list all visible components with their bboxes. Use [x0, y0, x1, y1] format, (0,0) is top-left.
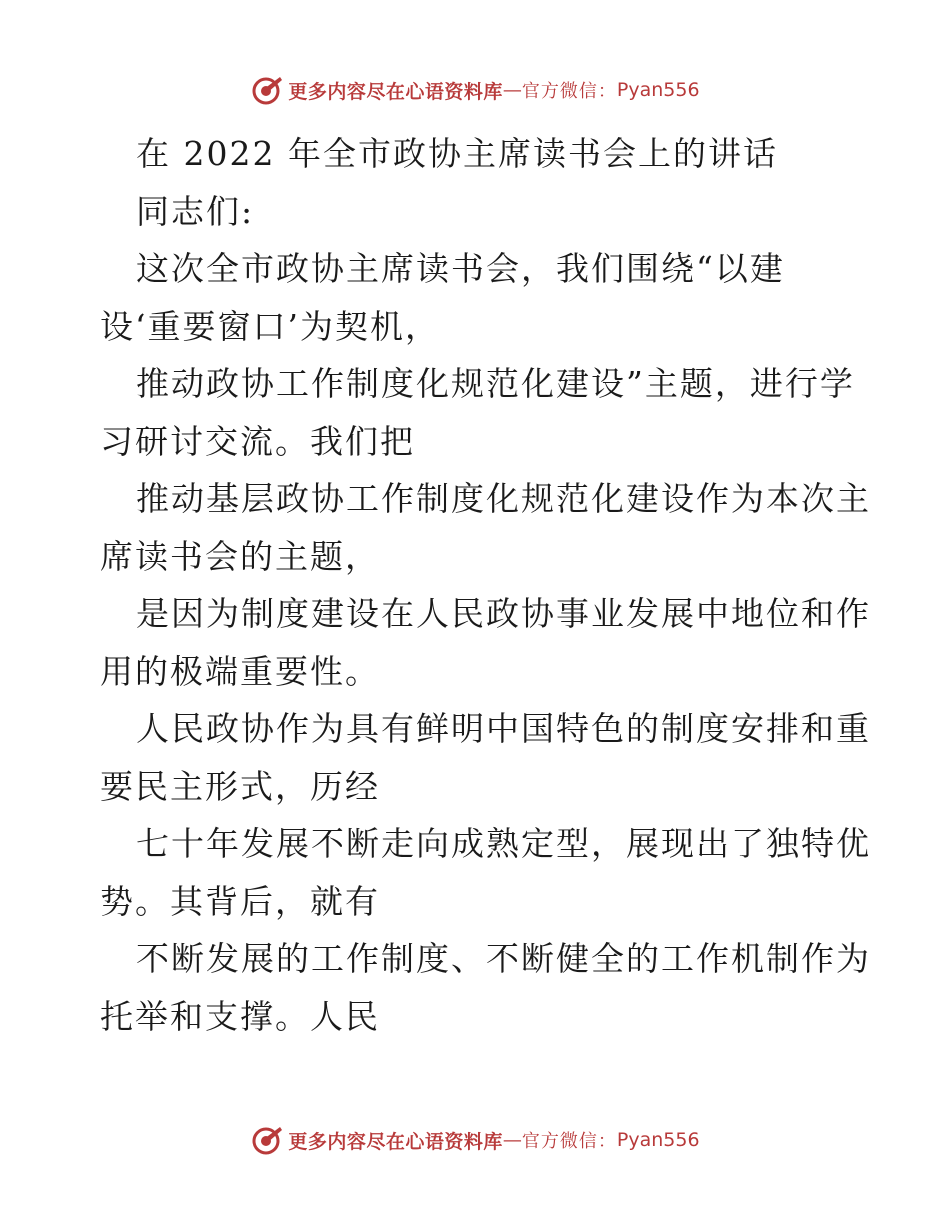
- paragraph-line: 要民主形式，历经: [100, 766, 380, 806]
- paragraph-line: 席读书会的主题，: [100, 536, 380, 576]
- watermark-main-text: 更多内容尽在心语资料库: [288, 80, 503, 103]
- paragraph-line: 人民政协作为具有鲜明中国特色的制度安排和重: [136, 709, 871, 748]
- watermark-wechat-id: Pyan556: [616, 1129, 700, 1151]
- paragraph-line: 推动政协工作制度化规范化建设”主题，进行学: [136, 364, 855, 403]
- paragraph-line: 习研讨交流。我们把: [100, 421, 415, 461]
- watermark-label: 官方微信：: [521, 81, 617, 102]
- watermark-label: 官方微信：: [521, 1131, 617, 1152]
- paragraph-line: 用的极端重要性。: [100, 651, 380, 691]
- header-watermark: [0, 70, 950, 110]
- paragraph-line: 势。其背后，就有: [100, 881, 380, 921]
- salutation: 同志们:: [136, 191, 255, 231]
- watermark-main-text: 更多内容尽在心语资料库: [288, 1130, 503, 1153]
- paragraph-line: 七十年发展不断走向成熟定型，展现出了独特优: [136, 824, 871, 863]
- document-body: [100, 125, 871, 1045]
- logo-icon: [250, 1123, 284, 1157]
- paragraph-line: 不断发展的工作制度、不断健全的工作机制作为: [136, 939, 871, 978]
- watermark-dash: —: [502, 79, 522, 101]
- logo-icon: [250, 73, 284, 107]
- paragraph-line: 这次全市政协主席读书会，我们围绕“以建: [136, 249, 785, 288]
- document-title: 在 2022 年全市政协主席读书会上的讲话: [136, 134, 778, 173]
- paragraph-line: 托举和支撑。人民: [100, 996, 380, 1036]
- paragraph-line: 推动基层政协工作制度化规范化建设作为本次主: [136, 479, 871, 518]
- paragraph-line: 设‘重要窗口’为契机，: [100, 306, 440, 346]
- watermark-wechat-id: Pyan556: [616, 79, 700, 101]
- footer-watermark: [0, 1120, 950, 1160]
- paragraph-line: 是因为制度建设在人民政协事业发展中地位和作: [136, 594, 871, 633]
- watermark-dash: —: [502, 1129, 522, 1151]
